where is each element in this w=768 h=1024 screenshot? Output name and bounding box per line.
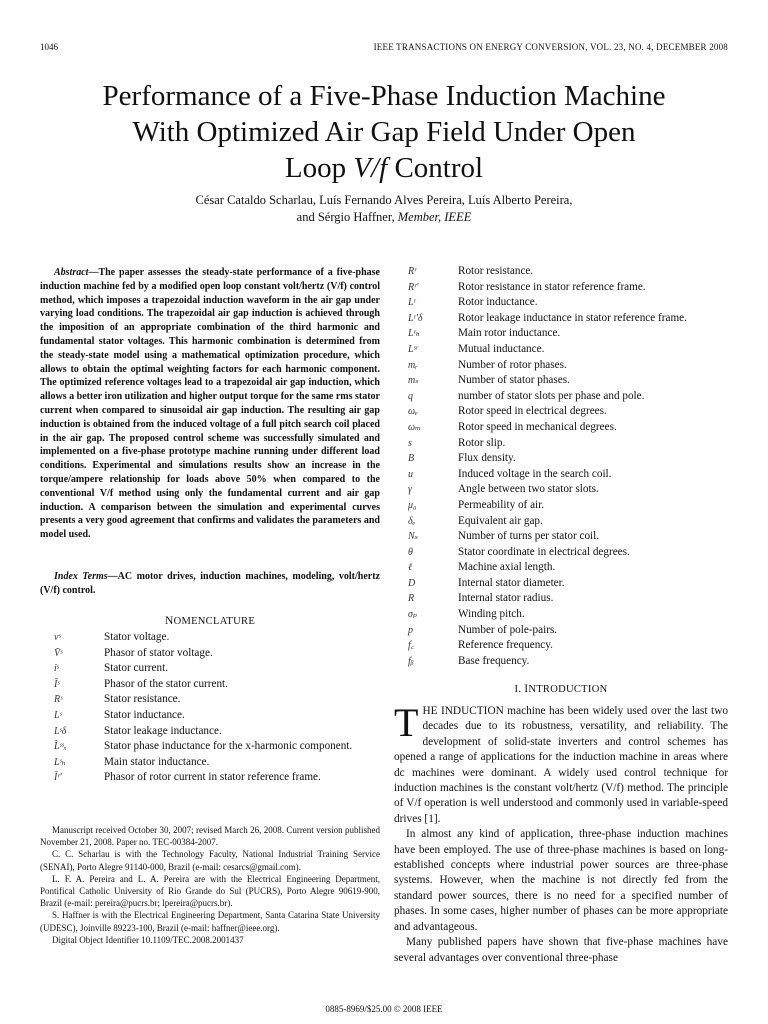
nomenclature-description: Number of rotor phases. bbox=[458, 358, 567, 371]
nomenclature-symbol: Rˢ bbox=[54, 694, 63, 706]
nomenclature-description: Winding pitch. bbox=[458, 608, 525, 621]
nomenclature-description: Rotor inductance. bbox=[458, 296, 538, 309]
title-line-2: With Optimized Air Gap Field Under Open bbox=[132, 116, 636, 148]
nomenclature-row bbox=[394, 389, 728, 405]
intro-paragraph: In almost any kind of application, three-phase induction machines have been employed. The use of three-phase machines is based on long-established concepts where industrial power sources are three-phase systems. However, when the machine is not directly fed from the standard power sources, there is no need for a specified number of phases. In some cases, higher number of phases can be more appropriate and advantageous. bbox=[394, 828, 728, 933]
nomenclature-row bbox=[394, 451, 728, 467]
nomenclature-symbol: vˢ bbox=[54, 632, 61, 643]
nomenclature-symbol: f꜀ bbox=[408, 640, 415, 652]
nomenclature-description: Main rotor inductance. bbox=[458, 327, 561, 340]
copyright-footer: 0885-8969/$25.00 © 2008 IEEE bbox=[325, 1004, 443, 1014]
author-list bbox=[40, 192, 728, 226]
nomenclature-description: Permeability of air. bbox=[458, 498, 545, 511]
introduction-body bbox=[394, 700, 728, 966]
nomenclature-row bbox=[40, 770, 380, 786]
nomenclature-description: Stator inductance. bbox=[104, 708, 185, 721]
nomenclature-description: Stator voltage. bbox=[104, 631, 170, 643]
nomenclature-symbol: R bbox=[408, 593, 415, 605]
nomenclature-description: Rotor slip. bbox=[458, 436, 506, 449]
nomenclature-row bbox=[394, 529, 728, 545]
nomenclature-description: Main stator inductance. bbox=[104, 755, 210, 768]
footnote-paragraph: L. F. A. Pereira and L. A. Pereira are with the Electrical Engineering Department, Pontifical Catholic University of Rio Grande do Sul (PUCRS), Porto Alegre 90619-900, Brazil (e-mail: pereira@pucrs.br; lpereira@pucrs.br). bbox=[40, 873, 380, 909]
nomenclature-symbol: Īʳ' bbox=[54, 772, 62, 784]
nomenclature-symbol: μ₀ bbox=[408, 499, 417, 511]
nomenclature-row bbox=[40, 630, 380, 646]
nomenclature-description: Number of turns per stator coil. bbox=[458, 530, 600, 543]
nomenclature-row bbox=[40, 677, 380, 693]
nomenclature-row bbox=[394, 576, 728, 592]
nomenclature-symbol: Lʳₕ bbox=[408, 328, 421, 340]
nomenclature-row bbox=[394, 311, 728, 327]
nomenclature-symbol: V̄ˢ bbox=[54, 647, 63, 659]
title-line-3: Loop V/f Control bbox=[284, 152, 484, 184]
footnote-paragraph: S. Haffner is with the Electrical Engineering Department, Santa Catarina State University (UDESC), Joinville 89223-100, Brazil (e-mail: haffner@ieee.org). bbox=[40, 910, 380, 933]
nomenclature-description: Flux density. bbox=[458, 452, 516, 465]
nomenclature-description: Stator resistance. bbox=[104, 693, 181, 706]
nomenclature-symbol: iˢ bbox=[54, 663, 59, 675]
nomenclature-symbol: q bbox=[408, 390, 413, 402]
nomenclature-symbol: mₛ bbox=[408, 375, 419, 387]
nomenclature-row bbox=[394, 638, 728, 654]
nomenclature-description: Rotor leakage inductance in stator reference frame. bbox=[458, 311, 687, 324]
nomenclature-row bbox=[40, 692, 380, 708]
nomenclature-symbol: Īˢ bbox=[54, 678, 60, 690]
nomenclature-row bbox=[394, 404, 728, 420]
nomenclature-description: Induced voltage in the search coil. bbox=[458, 467, 612, 480]
nomenclature-symbol: Nₛ bbox=[408, 531, 419, 543]
footnotes bbox=[40, 824, 380, 946]
nomenclature-symbol: Lˢδ bbox=[54, 725, 67, 737]
abstract-label: Abstract bbox=[54, 267, 89, 278]
nomenclature-symbol: σₚ bbox=[408, 609, 417, 621]
nomenclature-description: Machine axial length. bbox=[458, 561, 556, 574]
footnote-paragraph: Digital Object Identifier 10.1109/TEC.2008.2001437 bbox=[52, 934, 244, 945]
nomenclature-description: Rotor speed in electrical degrees. bbox=[458, 405, 607, 418]
nomenclature-row bbox=[394, 467, 728, 483]
nomenclature-row bbox=[394, 482, 728, 498]
nomenclature-symbol: θ bbox=[408, 546, 413, 558]
nomenclature-row bbox=[394, 295, 728, 311]
footnote-paragraph: C. C. Scharlau is with the Technology Faculty, National Industrial Training Service (SENAI), Porto Alegre 91140-000, Brazil (e-mail: cesarcs@gmail.com). bbox=[40, 849, 380, 872]
journal-header: IEEE TRANSACTIONS ON ENERGY CONVERSION, VOL. 23, NO. 4, DECEMBER 2008 bbox=[373, 42, 728, 52]
introduction-heading: I. INTRODUCTION bbox=[514, 683, 608, 695]
nomenclature-row bbox=[394, 654, 728, 670]
nomenclature-description: Phasor of rotor current in stator reference frame. bbox=[104, 771, 321, 784]
drop-cap: T bbox=[394, 700, 419, 745]
index-terms bbox=[40, 570, 380, 598]
footnote-paragraph: Manuscript received October 30, 2007; revised March 26, 2008. Current version published November 21, 2008. Paper no. TEC-00384-2007. bbox=[40, 825, 380, 848]
nomenclature-row bbox=[40, 739, 380, 755]
intro-paragraph: Many published papers have shown that five-phase machines have several advantages over conventional three-phase bbox=[394, 936, 728, 964]
nomenclature-row bbox=[394, 436, 728, 452]
nomenclature-description: number of stator slots per phase and pole. bbox=[458, 389, 645, 402]
nomenclature-heading: NOMENCLATURE bbox=[164, 615, 256, 627]
nomenclature-description: Rotor speed in mechanical degrees. bbox=[458, 420, 617, 433]
nomenclature-symbol: δₑ bbox=[408, 515, 416, 527]
nomenclature-symbol: mᵣ bbox=[408, 359, 418, 371]
nomenclature-symbol: Rʳ bbox=[408, 266, 417, 277]
nomenclature-row bbox=[40, 661, 380, 677]
nomenclature-list-left bbox=[40, 630, 380, 786]
nomenclature-symbol: Rʳ' bbox=[408, 281, 419, 293]
nomenclature-description: Stator leakage inductance. bbox=[104, 724, 222, 737]
nomenclature-symbol: γ bbox=[408, 484, 412, 496]
nomenclature-row bbox=[394, 623, 728, 639]
nomenclature-row bbox=[394, 264, 728, 280]
paper-title bbox=[40, 78, 728, 186]
authors-line-2: and Sérgio Haffner, Member, IEEE bbox=[296, 210, 472, 224]
nomenclature-row bbox=[394, 560, 728, 576]
nomenclature-description: Rotor resistance. bbox=[458, 265, 534, 277]
nomenclature-description: Reference frequency. bbox=[458, 639, 553, 652]
nomenclature-description: Phasor of stator voltage. bbox=[104, 646, 213, 659]
nomenclature-row bbox=[394, 498, 728, 514]
nomenclature-symbol: D bbox=[408, 577, 416, 589]
nomenclature-row bbox=[394, 280, 728, 296]
title-line-1: Performance of a Five-Phase Induction Machine bbox=[102, 80, 666, 112]
nomenclature-symbol: Lˢʳ bbox=[408, 343, 418, 355]
nomenclature-symbol: Lʳ'δ bbox=[408, 312, 423, 324]
nomenclature-row bbox=[40, 708, 380, 724]
index-terms-label: Index Terms bbox=[54, 571, 108, 582]
nomenclature-row bbox=[394, 591, 728, 607]
nomenclature-description: Internal stator diameter. bbox=[458, 576, 565, 589]
nomenclature-symbol: B bbox=[408, 453, 415, 465]
nomenclature-symbol: ωₘ bbox=[408, 421, 422, 433]
nomenclature-description: Number of stator phases. bbox=[458, 374, 570, 387]
nomenclature-description: Mutual inductance. bbox=[458, 342, 545, 355]
nomenclature-description: Stator current. bbox=[104, 662, 168, 675]
nomenclature-row bbox=[394, 514, 728, 530]
abstract bbox=[40, 266, 380, 542]
authors-line-1: César Cataldo Scharlau, Luís Fernando Alves Pereira, Luís Alberto Pereira, bbox=[195, 193, 573, 207]
abstract-text: —The paper assesses the steady-state performance of a five-phase induction machine fed by a modified open loop constant volt/hertz (V/f) control method, which imposes a trapezoidal induction waveform in the air gap under varying load conditions. The trapezoidal air gap induction is achieved through the imposition of an appropriate combination of the third harmonic and fundamental stator voltages. This harmonic combination is determined from the steady-state model using a mathematical optimization procedure, which allows to obtain the optimal weighting factors for each harmonic component. The optimized reference voltages lead to a trapezoidal air gap induction, which allows a better iron utilization and higher output torque for the same rms stator current when compared to sinusoidal air gap induction. The resulting air gap induction is obtained from the induced voltage of a full pitch search coil placed in the air gap. The proposed control scheme was successfully simulated and implemented on a five-phase prototype machine running under different load conditions. Experimental and simulations results show an increase in the torque/ampere relationship for loads above 50% when compared to the conventional V/f method using only the fundamental current and air gap induction. A comparison between the simulation and experimental curves presents a very good agreement that confirms and validates the parameters and model used. bbox=[40, 267, 380, 541]
nomenclature-symbol: L̂ˢˢₓ bbox=[54, 741, 67, 753]
index-terms-text: —AC motor drives, induction machines, modeling, volt/hertz (V/f) control. bbox=[40, 571, 380, 596]
nomenclature-row bbox=[394, 607, 728, 623]
nomenclature-list-right bbox=[394, 264, 728, 669]
nomenclature-description: Stator coordinate in electrical degrees. bbox=[458, 545, 630, 558]
nomenclature-description: Stator phase inductance for the x-harmonic component. bbox=[104, 740, 353, 753]
nomenclature-symbol: ℓ bbox=[408, 562, 413, 574]
nomenclature-description: Phasor of the stator current. bbox=[104, 677, 228, 690]
nomenclature-symbol: fᵦ bbox=[408, 655, 414, 667]
nomenclature-row bbox=[40, 755, 380, 771]
nomenclature-row bbox=[40, 646, 380, 662]
nomenclature-symbol: s bbox=[408, 437, 412, 449]
nomenclature-symbol: u bbox=[408, 468, 413, 480]
nomenclature-row bbox=[394, 342, 728, 358]
nomenclature-row bbox=[394, 373, 728, 389]
nomenclature-description: Internal stator radius. bbox=[458, 592, 554, 605]
nomenclature-symbol: ωₑ bbox=[408, 406, 418, 418]
nomenclature-row bbox=[394, 420, 728, 436]
nomenclature-description: Number of pole-pairs. bbox=[458, 623, 558, 636]
nomenclature-row bbox=[40, 724, 380, 740]
nomenclature-description: Base frequency. bbox=[458, 654, 530, 667]
nomenclature-row bbox=[394, 545, 728, 561]
nomenclature-symbol: Lˢₕ bbox=[54, 756, 66, 768]
page-number: 1046 bbox=[40, 42, 58, 52]
nomenclature-description: Equivalent air gap. bbox=[458, 514, 543, 527]
nomenclature-row bbox=[394, 326, 728, 342]
intro-paragraph: THE INDUCTION machine has been widely used over the last two decades due to its robustness, versatility, and reliability. The development of solid-state inverters and control schemes has opened a range of applications for the induction machine in areas where dc machines were dominant. A widely used control technique for induction machines is the constant volt/hertz (V/f) method. The principle of V/f operation is well understood and commonly used in variable-speed drives [1]. bbox=[394, 700, 728, 825]
nomenclature-description: Angle between two stator slots. bbox=[458, 483, 599, 496]
nomenclature-symbol: p bbox=[408, 624, 413, 636]
nomenclature-symbol: Lˢ bbox=[54, 709, 62, 721]
nomenclature-row bbox=[394, 358, 728, 374]
nomenclature-description: Rotor resistance in stator reference frame. bbox=[458, 280, 646, 293]
nomenclature-symbol: Lʳ bbox=[408, 297, 416, 309]
